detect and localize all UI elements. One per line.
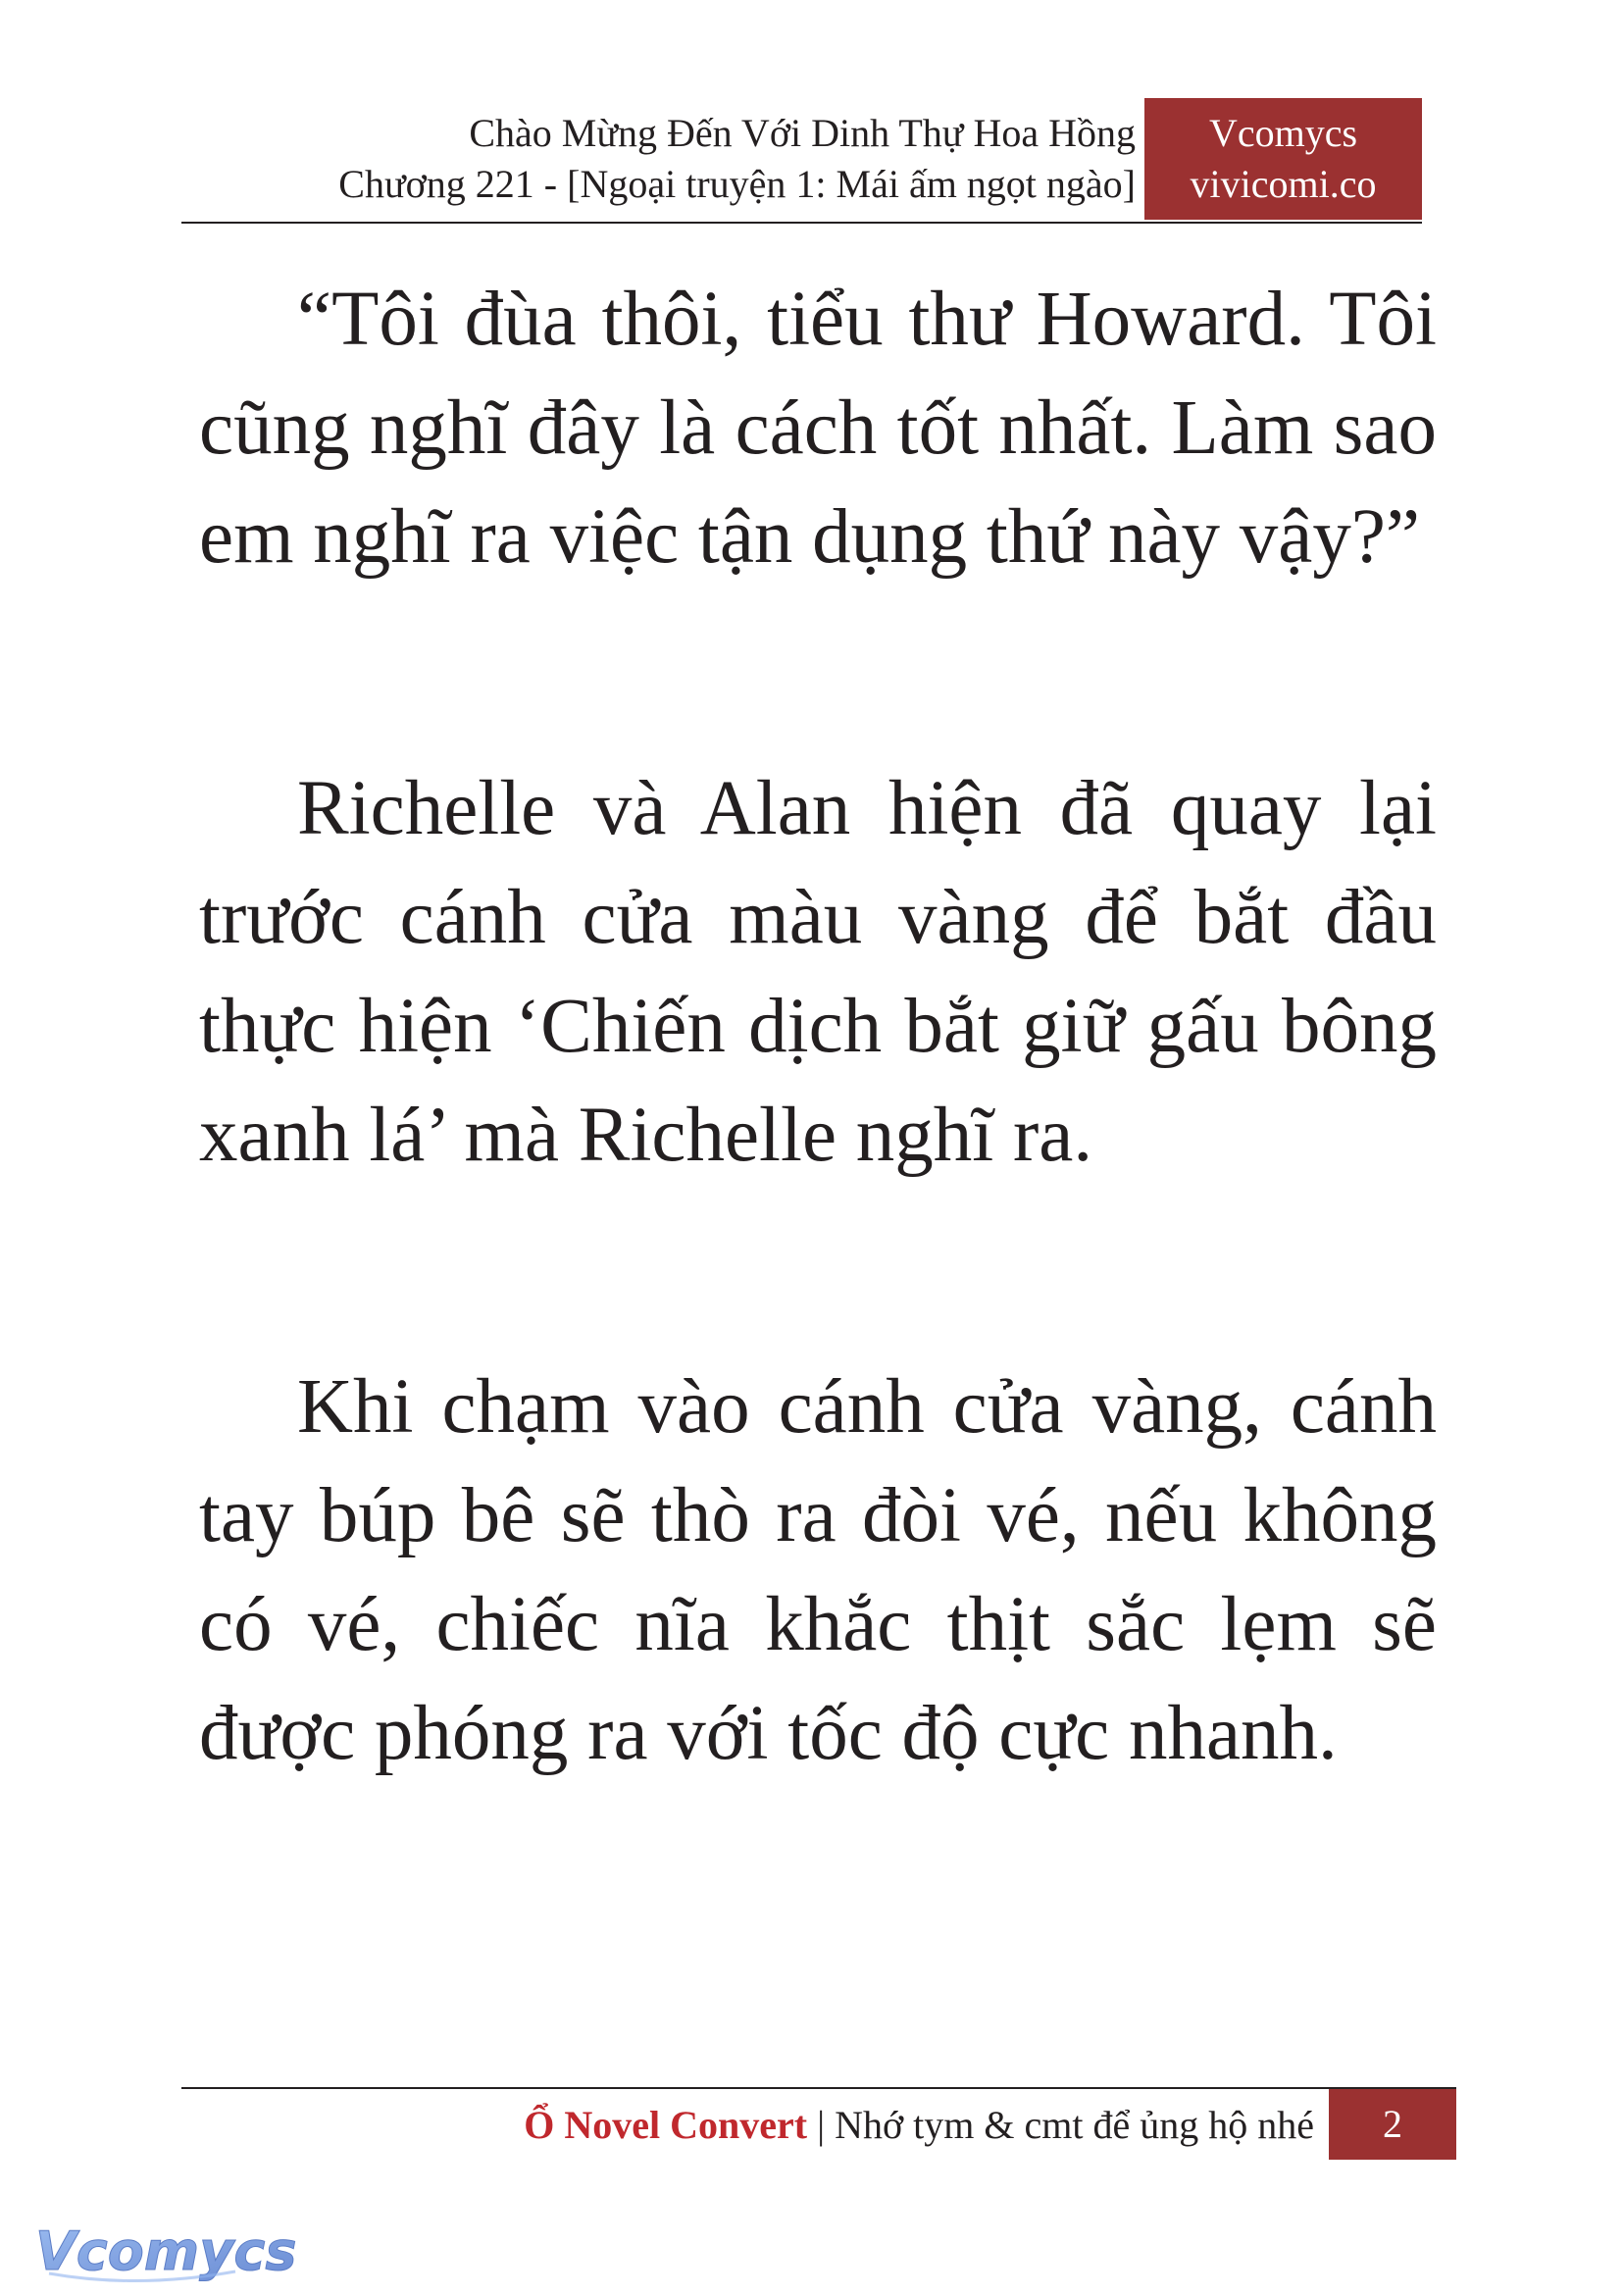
site-badge [1144, 98, 1422, 220]
page-header [181, 98, 1422, 224]
footer-brand: Ổ Novel Convert [524, 2103, 808, 2147]
watermark-logo-graphic [29, 2213, 297, 2291]
page-number: 2 [1329, 2089, 1456, 2160]
page-footer [181, 2087, 1456, 2160]
chapter-body [199, 265, 1437, 1788]
site-name: Vcomycs [1208, 111, 1358, 155]
header-titles [338, 108, 1136, 210]
footer-message: Nhớ tym & cmt để ủng hộ nhé [835, 2103, 1314, 2147]
paragraph: Richelle và Alan hiện đã quay lại trước cánh cửa màu vàng để bắt đầu thực hiện ‘Chiến dịch bắt giữ gấu bông xanh lá’ mà Richelle nghĩ ra. [199, 766, 1437, 1178]
site-url: vivicomi.co [1190, 162, 1377, 206]
header-divider [181, 222, 1422, 224]
footer-separator: | [817, 2103, 826, 2147]
footer-divider [181, 2087, 1456, 2089]
story-title: Chào Mừng Đến Với Dinh Thự Hoa Hồng [469, 111, 1136, 155]
vcomycs-logo-icon [29, 2213, 297, 2291]
paragraph: “Tôi đùa thôi, tiểu thư Howard. Tôi cũng nghĩ đây là cách tốt nhất. Làm sao em nghĩ ra việc tận dụng thứ này vậy?” [199, 277, 1437, 580]
paragraph: Khi chạm vào cánh cửa vàng, cánh tay búp bê sẽ thò ra đòi vé, nếu không có vé, chiếc nĩa khắc thịt sắc lẹm sẽ được phóng ra với tốc độ cực nhanh. [199, 1364, 1437, 1776]
footer-credits [524, 2101, 1314, 2150]
watermark-text: Vcomycs [35, 2220, 297, 2282]
chapter-title: Chương 221 - [Ngoại truyện 1: Mái ấm ngọt ngào] [338, 162, 1136, 206]
